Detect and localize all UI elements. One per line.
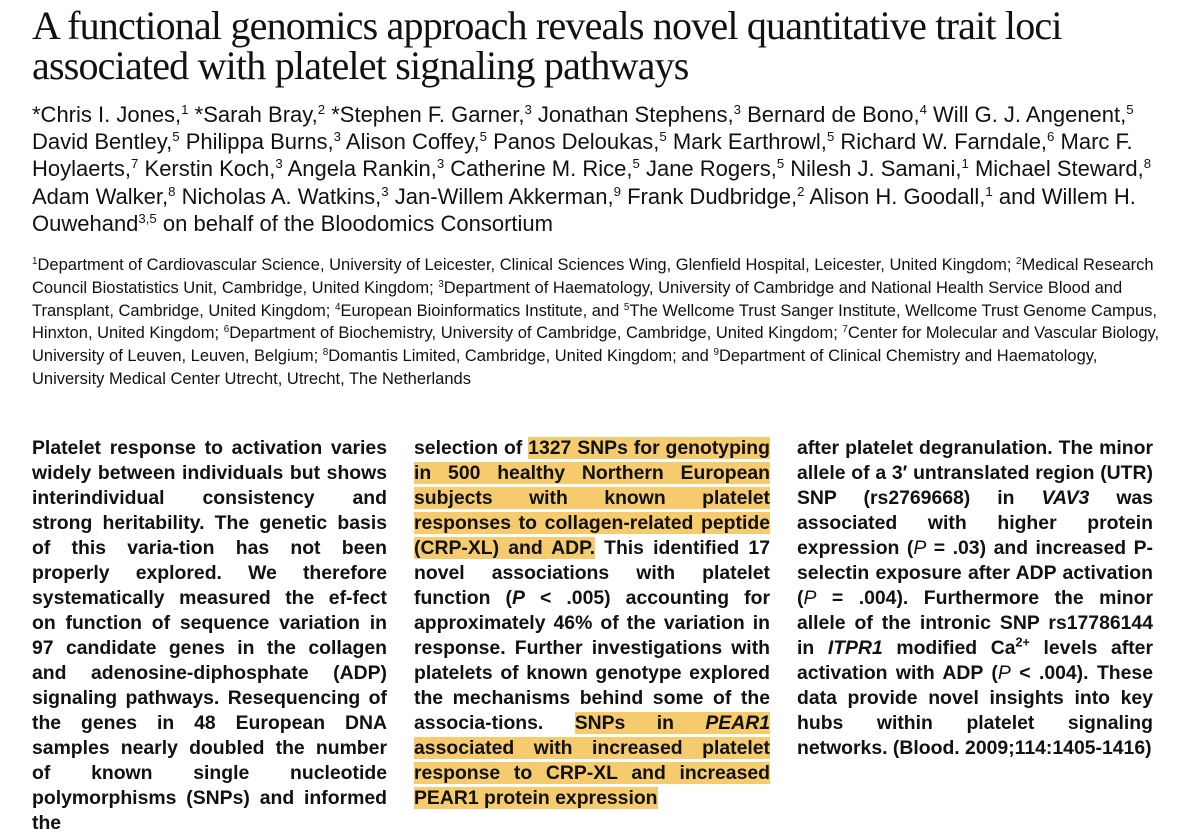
author-affiliation-number: 3	[333, 129, 342, 145]
affiliation-number: 6	[223, 324, 230, 336]
author-name: and	[998, 183, 1036, 209]
affiliation-number: 3	[438, 278, 444, 290]
author-name: Adam Walker,	[32, 183, 169, 209]
affiliation-number: 9	[713, 347, 719, 359]
author-name: *Chris I. Jones,	[32, 102, 182, 127]
p-value-symbol: P	[803, 587, 817, 609]
p-value-symbol: P	[997, 662, 1011, 684]
abstract-text: after platelet degranulation. The minor allele of a 3′ untranslated region (UTR) SNP (rs2769668) in	[797, 437, 1153, 509]
author-affiliation-number: 5	[632, 156, 640, 172]
author-affiliation-number: 9	[613, 183, 621, 199]
author-affiliation-number: 2	[797, 183, 805, 199]
author-name: Jane Rogers,	[645, 156, 777, 182]
author-affiliation-number: 1	[181, 102, 189, 118]
p-value-symbol: P	[512, 587, 525, 609]
affiliation-text: Department of Biochemistry, University of Cambridge, Cambridge, United Kingdom;	[229, 324, 838, 343]
author-list	[32, 101, 1172, 237]
affiliation-number: 8	[322, 347, 329, 359]
affiliation-text: Medical Research Council Biostatistics Unit, Cambridge, United Kingdom;	[32, 256, 1154, 297]
author-name: *Sarah Bray,	[194, 102, 318, 127]
author-name: Will G. J. Angenent,	[933, 102, 1127, 127]
gene-name: ITPR1	[827, 637, 883, 659]
author-affiliation-number: 5	[479, 129, 487, 145]
abstract-text: modified Ca	[882, 637, 1016, 659]
author-affiliation-number: 8	[1143, 156, 1152, 172]
author-affiliation-number: 3	[275, 156, 283, 172]
author-name: Catherine M. Rice,	[450, 156, 633, 182]
author-name: Nicholas A. Watkins,	[181, 183, 382, 209]
author-name: *Stephen F. Garner,	[331, 102, 525, 127]
author-name: Kerstin Koch,	[144, 156, 276, 182]
abstract-text: < .005) accounting for approximately 46% of the variation in response. Further investigations with platelets of known genotype explored the mechanisms behind some of the associa-tions.	[414, 587, 771, 734]
p-value-symbol: P	[913, 537, 927, 559]
abstract-column-3	[797, 436, 1153, 761]
gene-name: VAV3	[1041, 487, 1090, 509]
abstract-text: selection of	[414, 437, 529, 459]
abstract-text: This identified 17 novel associations with platelet function (	[414, 537, 770, 609]
highlighted-text: 1327 SNPs for genotyping in 500 healthy Northern European subjects with known platelet responses to collagen-related peptide (CRP-XL) and ADP.	[414, 437, 770, 559]
affiliation-text: The Wellcome Trust Sanger Institute, Wellcome Trust Genome Campus, Hinxton, United Kingdom;	[32, 301, 1157, 343]
author-name: Frank Dudbridge,	[627, 183, 798, 209]
affiliation-text: Department of Clinical Chemistry and Haematology, University Medical Center Utrecht, Utrecht, The Netherlands	[32, 347, 1098, 388]
affiliation-number: 2	[1016, 256, 1022, 268]
author-affiliation-number: 3	[733, 102, 741, 118]
affiliation-text: Center for Molecular and Vascular Biology, University of Leuven, Leuven, Belgium;	[32, 324, 1160, 366]
abstract-text: < .004). These data provide novel insights into key hubs within platelet signaling networks. (Blood. 2009;114:1405-1416)	[797, 662, 1153, 759]
author-affiliation-number: 4	[919, 102, 927, 118]
affiliation-text: European Bioinformatics Institute, and	[340, 301, 620, 320]
author-affiliation-number: 5	[776, 156, 785, 172]
author-name: David Bentley,	[32, 129, 173, 155]
author-affiliation-number: 3	[524, 102, 532, 118]
author-affiliation-number: 5	[172, 129, 180, 145]
abstract-column-1	[32, 436, 387, 836]
abstract-text: levels after activation with ADP (	[797, 637, 1154, 684]
gene-name: PEAR1	[705, 712, 770, 734]
author-affiliation-number: 8	[168, 183, 176, 199]
affiliation-text: Domantis Limited, Cambridge, United Kingdom; and	[328, 347, 709, 366]
author-name: Alison H. Goodall,	[809, 183, 986, 209]
affiliation-number: 7	[842, 324, 848, 336]
abstract-text: Platelet response to activation varies widely between individuals but shows interindividual consistency and strong heritability. The genetic basis of this varia-tion has not been properly explored. We therefore systematically measured the ef-fect on function of sequence variation in 97 candidate genes in the collagen and adenosine-diphosphate (ADP) signaling pathways. Resequencing of the genes in 48 European DNA samples nearly doubled the number of known single nucleotide polymorphisms (SNPs) and informed the	[32, 437, 387, 834]
affiliation-number: 5	[623, 301, 630, 313]
author-affiliation-number: 3,5	[138, 210, 157, 226]
affiliation-number: 1	[32, 256, 38, 268]
author-name: Michael Steward,	[974, 156, 1144, 182]
affiliations	[32, 254, 1172, 391]
author-affiliation-number: 3	[436, 156, 445, 172]
highlighted-text-part: SNPs in	[574, 712, 706, 734]
author-name: Angela Rankin,	[287, 156, 437, 182]
abstract-text: = .03) and increased P-selectin exposure after ADP activation (	[797, 537, 1153, 609]
author-name: Philippa Burns,	[185, 129, 334, 155]
author-name: Panos Deloukas,	[493, 129, 660, 155]
author-name: on behalf of the Bloodomics Consortium	[162, 210, 553, 236]
author-name: Jonathan Stephens,	[537, 102, 734, 127]
author-name: Bernard de Bono,	[747, 102, 920, 127]
abstract-column-2	[414, 436, 770, 811]
author-name: Mark Earthrowl,	[672, 129, 827, 155]
author-affiliation-number: 5	[1126, 102, 1134, 118]
highlighted-text-part: associated with increased platelet response to CRP-XL and increased PEAR1 protein expression	[414, 737, 770, 809]
author-affiliation-number: 6	[1047, 129, 1055, 145]
author-affiliation-number: 1	[985, 183, 993, 199]
author-affiliation-number: 5	[659, 129, 667, 145]
affiliation-number: 4	[334, 301, 341, 313]
author-affiliation-number: 1	[961, 156, 969, 172]
ion-charge: 2+	[1015, 635, 1030, 650]
author-name: Jan-Willem Akkerman,	[394, 183, 614, 209]
abstract-text: was associated with higher protein expression (	[797, 487, 1153, 559]
author-affiliation-number: 2	[317, 102, 326, 118]
affiliation-text: Department of Cardiovascular Science, University of Leicester, Clinical Sciences Wing, Glenfield Hospital, Leicester, United Kingdom;	[37, 256, 1012, 274]
author-name: Alison Coffey,	[345, 129, 480, 155]
author-affiliation-number: 7	[131, 156, 139, 172]
author-name: Willem H. Ouwehand	[32, 183, 1136, 236]
author-affiliation-number: 5	[826, 129, 835, 145]
author-name: Nilesh J. Samani,	[790, 156, 962, 182]
affiliation-text: Department of Haematology, University of Cambridge and National Health Service Blood and Transplant, Cambridge, United Kingdom;	[32, 278, 1123, 320]
author-name: Marc F. Hoylaerts,	[32, 129, 1133, 182]
author-affiliation-number: 3	[381, 183, 389, 199]
paper-title: A functional genomics approach reveals novel quantitative trait loci associated with platelet signaling pathways	[32, 3, 1062, 88]
author-name: Richard W. Farndale,	[840, 129, 1048, 155]
abstract-text: = .004). Furthermore the minor allele of the intronic SNP rs17786144 in	[797, 587, 1153, 659]
